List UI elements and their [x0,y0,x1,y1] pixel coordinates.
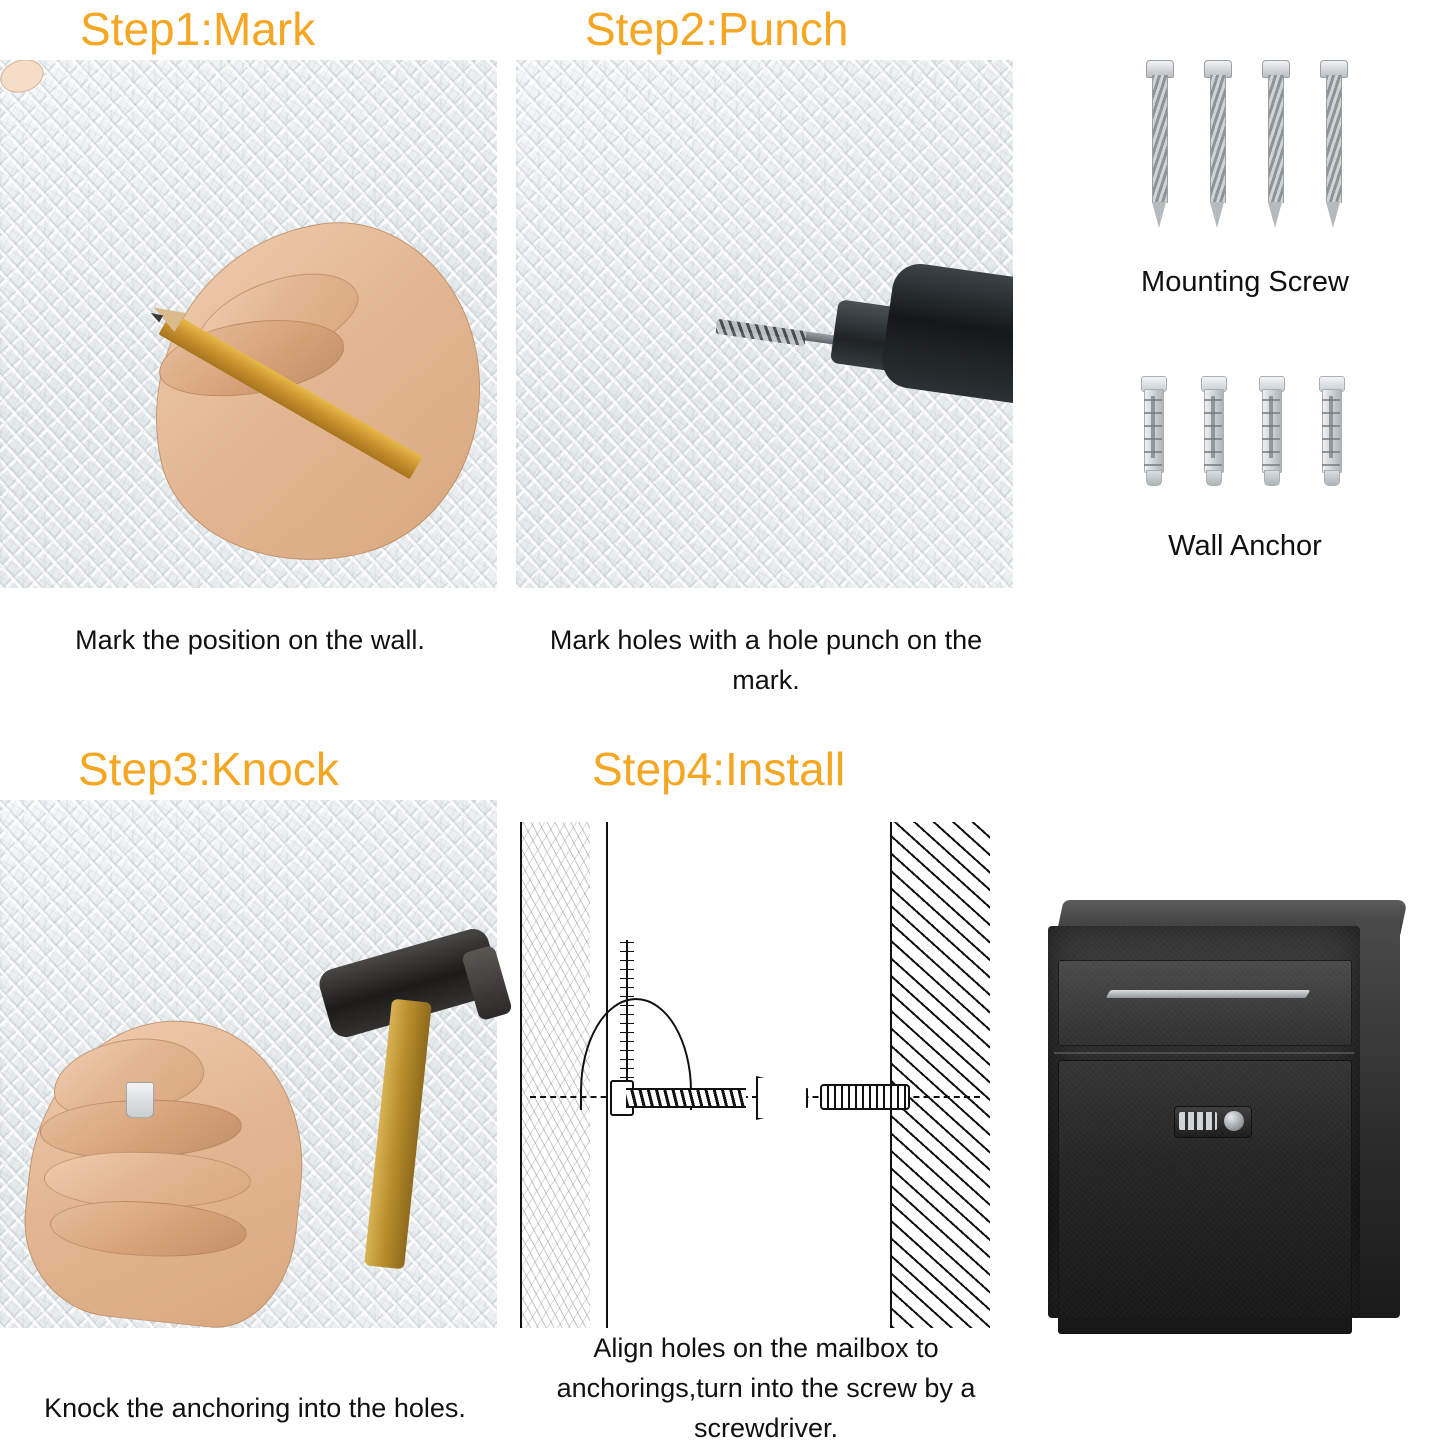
screw-tip [1152,202,1166,228]
cross-section-diagram [520,822,990,1328]
screw-icon [1204,60,1230,230]
wall-anchor-label: Wall Anchor [1168,530,1322,562]
screw-tip [1326,202,1340,228]
step3-title: Step3:Knock [78,743,339,795]
anchor-slot [1269,396,1273,458]
mailbox-seam [1054,1052,1354,1054]
wall-anchor-in-hand [126,1082,154,1118]
mailbox-product-image [1048,900,1400,1320]
step4-image [520,822,990,1328]
step2-caption: Mark holes with a hole punch on the mark. [549,625,983,695]
wall-anchor-icon [1318,376,1344,486]
anchor-tip [1324,470,1340,486]
wall-anchor-icon [1200,376,1226,486]
mailbox-front [1048,926,1360,1318]
screw-icon [1262,60,1288,230]
step4-caption: Align holes on the mailbox to anchorings,turn into the screw by a screwdriver. [556,1333,976,1443]
lock-dials [1179,1112,1217,1130]
screw-shank [1210,75,1226,203]
screw-shank [1326,75,1342,203]
step2-image [516,60,1013,588]
anchor-tip [1206,470,1222,486]
screw-shank [1152,75,1168,203]
anchor-tip [1146,470,1162,486]
wall-anchor-icon [1140,376,1166,486]
step1-title: Step1:Mark [80,3,316,55]
mailbox-door [1058,1060,1352,1334]
anchor-slot [1151,396,1155,458]
anchor-slot [1329,396,1333,458]
lock-knob [1224,1111,1244,1131]
anchor-slot [1211,396,1215,458]
screw-icon [1320,60,1346,230]
step3-caption: Knock the anchoring into the holes. [44,1393,466,1423]
step1-image [0,60,497,588]
screw-tip [1210,202,1224,228]
diagram-screw [626,1088,746,1108]
diagram-wall-anchor [820,1084,910,1110]
anchor-tip [1264,470,1280,486]
step2-title: Step2:Punch [585,3,849,55]
combination-lock [1174,1106,1252,1138]
screw-icon [1146,60,1172,230]
screw-tip [1268,202,1282,228]
step1-caption: Mark the position on the wall. [75,625,425,655]
diagram-washer-cone [756,1076,808,1120]
screw-shank [1268,75,1284,203]
wall-hatching [892,822,990,1328]
mounting-screw-label: Mounting Screw [1141,266,1349,298]
center-axis-line [530,1096,980,1098]
mailbox-mail-slot [1106,990,1311,998]
wall-anchor-icon [1258,376,1284,486]
mailbox-upper-panel [1058,960,1352,1046]
step4-title: Step4:Install [592,743,846,795]
mailbox-side [1356,918,1400,1318]
